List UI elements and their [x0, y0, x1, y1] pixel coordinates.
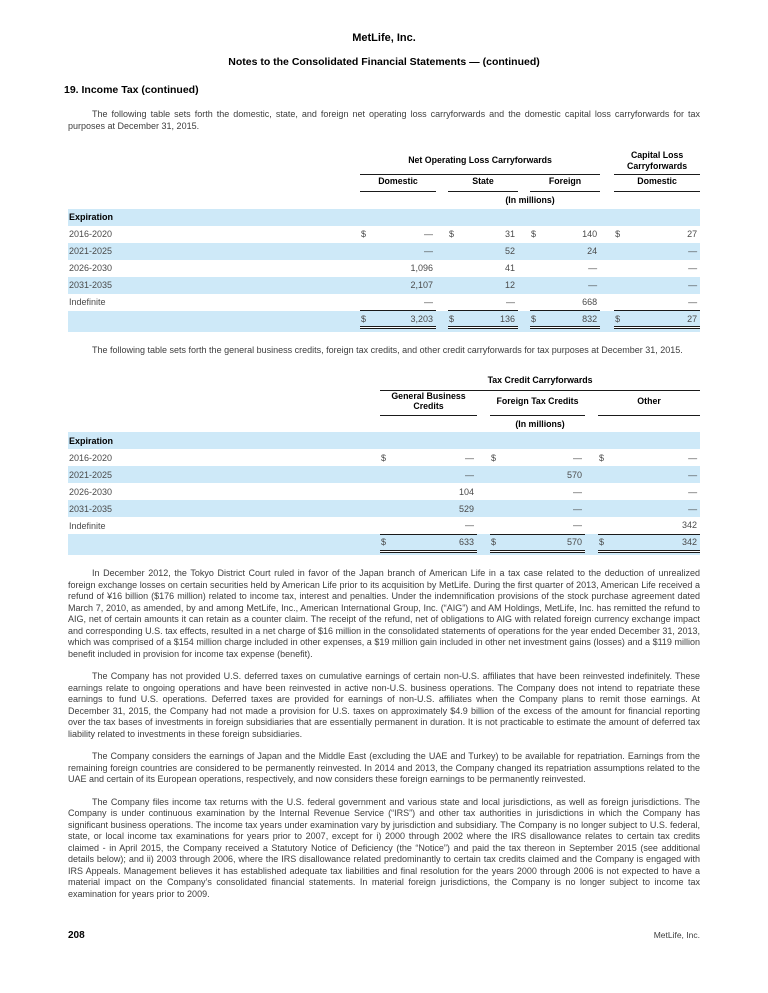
currency-symbol: [448, 294, 462, 311]
currency-symbol: $: [598, 534, 612, 551]
footer-company: MetLife, Inc.: [653, 930, 700, 940]
cell-value: 24: [587, 246, 598, 256]
cell-value: 140: [582, 229, 598, 239]
column-gap: [436, 226, 448, 243]
cell-value: —: [588, 263, 598, 273]
row-label: 2016-2020: [69, 452, 113, 463]
stub-header-row: [68, 432, 700, 449]
total-row: [68, 311, 700, 328]
currency-symbol: [360, 294, 374, 311]
currency-symbol: [380, 500, 394, 517]
stub-spacer: [68, 551, 380, 555]
total-row: [68, 534, 700, 551]
column-gap: [600, 175, 614, 192]
double-rule: [598, 551, 700, 555]
column-gap: [477, 483, 490, 500]
group-header-row: [68, 150, 700, 175]
group-header-capital-loss: Capital Loss Carryforwards: [614, 150, 700, 175]
cell-value: —: [424, 229, 433, 239]
column-gap: [600, 294, 614, 311]
currency-symbol: [380, 466, 394, 483]
currency-symbol: [530, 277, 544, 294]
total-row-stub: [68, 311, 360, 328]
stub-header: Expiration: [69, 212, 114, 222]
row-label: 2021-2025: [69, 246, 113, 256]
cell-value: —: [424, 246, 433, 256]
cell-value: 1,096: [410, 263, 433, 273]
currency-symbol: [598, 517, 612, 534]
column-gap: [436, 277, 448, 294]
table-row: [68, 466, 700, 483]
currency-symbol: [598, 483, 612, 500]
column-gap: [477, 466, 490, 483]
column-header: Other: [598, 390, 700, 415]
column-gap: [600, 260, 614, 277]
cell-value: 27: [687, 229, 698, 239]
cell-value: —: [688, 469, 698, 480]
double-rule: [490, 551, 585, 555]
cell-value: —: [424, 296, 433, 307]
currency-symbol: [448, 260, 462, 277]
column-header-row: [68, 390, 700, 415]
column-gap: [436, 294, 448, 311]
column-gap: [600, 226, 614, 243]
column-header: Domestic: [614, 175, 700, 192]
column-gap: [436, 243, 448, 260]
currency-symbol: [530, 243, 544, 260]
document-title: Notes to the Consolidated Financial Statements — (continued): [228, 56, 540, 68]
column-gap: [585, 534, 598, 551]
table-row: [68, 449, 700, 466]
total-value: 136: [462, 311, 518, 328]
currency-symbol: $: [491, 452, 497, 463]
currency-symbol: [360, 260, 374, 277]
cell-value: —: [688, 486, 698, 497]
intro-paragraph-1: The following table sets forth the domestic, state, and foreign net operating loss carryforwards and the domestic capital loss carryforwards for tax purposes at December 31, 2015.: [68, 109, 700, 131]
table-row: [68, 294, 700, 311]
total-value: 27: [628, 311, 700, 328]
currency-symbol: $: [490, 534, 504, 551]
column-gap: [436, 260, 448, 277]
cell-value: 529: [458, 503, 474, 514]
units-row: [68, 415, 700, 432]
column-gap: [585, 517, 598, 534]
stub-spacer: [68, 328, 360, 332]
currency-symbol: $: [531, 229, 537, 239]
double-rule-row: [68, 328, 700, 332]
column-gap: [518, 277, 530, 294]
table-row: [68, 517, 700, 534]
cell-value: —: [465, 469, 474, 480]
stub-spacer: [68, 415, 380, 432]
row-label: Indefinite: [69, 520, 106, 531]
table-row: [68, 226, 700, 243]
double-rule: [360, 328, 436, 332]
nol-carryforwards-table: [68, 150, 700, 332]
cell-value: 52: [504, 246, 515, 256]
row-label: 2031-2035: [69, 503, 113, 514]
cell-value: —: [688, 246, 698, 256]
cell-value: 41: [504, 263, 515, 273]
column-gap: [600, 277, 614, 294]
stub-spacer: [68, 150, 360, 175]
column-gap: [600, 150, 614, 175]
cell-value: 2,107: [410, 280, 433, 290]
tax-credit-carryforwards-table: [68, 373, 700, 555]
cell-value: —: [465, 520, 474, 531]
table-row: [68, 500, 700, 517]
currency-symbol: [530, 260, 544, 277]
currency-symbol: [360, 243, 374, 260]
currency-symbol: [448, 277, 462, 294]
column-gap: [436, 311, 448, 328]
column-gap: [585, 390, 598, 415]
column-gap: [518, 294, 530, 311]
currency-symbol: [530, 294, 544, 311]
currency-symbol: [614, 294, 628, 311]
units-label: (In millions): [515, 418, 565, 429]
group-header-row: [68, 373, 700, 390]
currency-symbol: $: [615, 229, 621, 239]
column-header: General Business Credits: [380, 390, 477, 415]
group-header-nol: Net Operating Loss Carryforwards: [360, 150, 600, 175]
double-rule: [530, 328, 600, 332]
column-gap: [585, 449, 598, 466]
column-gap: [585, 483, 598, 500]
currency-symbol: [614, 277, 628, 294]
currency-symbol: $: [380, 534, 394, 551]
stub-spacer: [68, 390, 380, 415]
stub-header-filler: [380, 432, 700, 449]
company-title: MetLife, Inc.: [352, 32, 416, 44]
total-value: 633: [394, 534, 477, 551]
currency-symbol: $: [360, 311, 374, 328]
total-value: 832: [544, 311, 600, 328]
currency-symbol: [490, 517, 504, 534]
currency-symbol: [598, 466, 612, 483]
cell-value: —: [465, 452, 474, 463]
cell-value: —: [506, 296, 515, 307]
total-row-stub: [68, 534, 380, 551]
cell-value: —: [688, 280, 698, 290]
double-rule: [448, 328, 518, 332]
currency-symbol: [614, 260, 628, 277]
row-label: 2016-2020: [69, 229, 113, 239]
row-label: 2021-2025: [69, 469, 113, 480]
column-gap: [585, 500, 598, 517]
table-row: [68, 277, 700, 294]
page-footer: [68, 930, 700, 941]
column-gap: [436, 175, 448, 192]
column-gap: [518, 226, 530, 243]
stub-spacer: [68, 192, 360, 209]
stub-header-row: [68, 209, 700, 226]
cell-value: —: [573, 503, 582, 514]
column-gap: [477, 449, 490, 466]
column-gap: [518, 175, 530, 192]
currency-symbol: [598, 500, 612, 517]
column-gap: [477, 551, 490, 555]
double-rule: [614, 328, 700, 332]
column-gap: [477, 500, 490, 517]
column-gap: [518, 260, 530, 277]
cell-value: —: [688, 452, 698, 463]
row-label: 2026-2030: [69, 486, 113, 497]
currency-symbol: [614, 243, 628, 260]
group-header-tax-credit: Tax Credit Carryforwards: [380, 373, 700, 390]
body-paragraph-3: The Company considers the earnings of Japan and the Middle East (excluding the UAE and Turkey) to be available for repatriation. Earnings from the remaining foreign countries are considered to be permanently reinvested. In 2014 and 2013, the Company changed its repatriation assumptions related to the UAE and certain of its European operations, respectively, and now considers these foreign earnings to be permanently reinvested.: [68, 751, 700, 784]
currency-symbol: [360, 277, 374, 294]
currency-symbol: [380, 483, 394, 500]
intro-paragraph-2: The following table sets forth the general business credits, foreign tax credits, and other credit carryforwards for tax purposes at December 31, 2015.: [92, 344, 683, 355]
column-gap: [477, 534, 490, 551]
currency-symbol: $: [381, 452, 387, 463]
cell-value: 104: [458, 486, 474, 497]
column-gap: [585, 466, 598, 483]
stub-header: Expiration: [69, 435, 114, 446]
cell-value: —: [588, 280, 598, 290]
currency-symbol: $: [361, 229, 367, 239]
total-value: 342: [612, 534, 700, 551]
table-row: [68, 243, 700, 260]
column-header-row: [68, 175, 700, 192]
column-gap: [518, 328, 530, 332]
column-gap: [477, 517, 490, 534]
row-label: Indefinite: [69, 297, 106, 307]
column-gap: [477, 390, 490, 415]
currency-symbol: [490, 466, 504, 483]
currency-symbol: $: [614, 311, 628, 328]
currency-symbol: $: [530, 311, 544, 328]
stub-spacer: [68, 175, 360, 192]
currency-symbol: $: [599, 452, 605, 463]
row-label: 2026-2030: [69, 263, 113, 273]
column-header: Foreign: [530, 175, 600, 192]
currency-symbol: $: [449, 229, 455, 239]
column-gap: [600, 311, 614, 328]
body-paragraph-4: The Company files income tax returns with the U.S. federal government and various state and local jurisdictions, as well as foreign jurisdictions. The Company is under continuous examination by the Internal Revenue Service (“IRS”) and other tax authorities in jurisdictions in which the Company has significant business operations. The income tax years under examination vary by jurisdiction and subsidiary. The Company is no longer subject to U.S. federal, state, or local income tax examinations for years prior to 2007, except for i) 2000 through 2002 where the IRS disallowance relates to certain tax credits claimed - in April 2015, the Company received a Statutory Notice of Deficiency (the “Notice”) and paid the tax thereon in September 2015 (see additional details below); and ii) 2003 through 2006, where the IRS disallowance related predominantly to certain tax credits claimed and the Company is engaged with IRS Appeals. Management believes it has established adequate tax liabilities and final resolution for the years 2000 through 2006 is not expected to have a material impact on the Company’s consolidated financial statements. In material foreign jurisdictions, the Company is no longer subject to income tax examination for years prior to 2009.: [68, 796, 700, 899]
column-gap: [585, 551, 598, 555]
column-gap: [600, 243, 614, 260]
column-header: Domestic: [360, 175, 436, 192]
column-gap: [518, 243, 530, 260]
table-row: [68, 260, 700, 277]
double-rule-row: [68, 551, 700, 555]
cell-value: —: [573, 452, 582, 463]
currency-symbol: [380, 517, 394, 534]
section-title: 19. Income Tax (continued): [64, 84, 199, 96]
column-header: State: [448, 175, 518, 192]
stub-spacer: [68, 373, 380, 390]
currency-symbol: [448, 243, 462, 260]
column-gap: [600, 328, 614, 332]
cell-value: —: [688, 296, 698, 307]
cell-value: —: [688, 263, 698, 273]
total-value: 3,203: [374, 311, 436, 328]
units-label: (In millions): [505, 195, 555, 206]
stub-header-filler: [360, 209, 700, 226]
row-label: 2031-2035: [69, 280, 113, 290]
cell-value: —: [573, 520, 582, 531]
cell-value: 342: [682, 520, 698, 531]
cell-value: —: [573, 486, 582, 497]
total-value: 570: [504, 534, 585, 551]
column-header: Foreign Tax Credits: [490, 390, 585, 415]
currency-symbol: [490, 483, 504, 500]
currency-symbol: [490, 500, 504, 517]
cell-value: 31: [504, 229, 515, 239]
cell-value: 668: [582, 296, 598, 307]
cell-value: 570: [566, 469, 582, 480]
page-number: 208: [68, 930, 85, 941]
table-row: [68, 483, 700, 500]
double-rule: [380, 551, 477, 555]
column-gap: [436, 328, 448, 332]
cell-value: 12: [504, 280, 515, 290]
body-paragraph-1: In December 2012, the Tokyo District Court ruled in favor of the Japan branch of American Life in a tax case related to the deduction of unrealized foreign exchange losses on certain securities held by American Life prior to its acquisition by MetLife. During the first quarter of 2013, American Life received a refund of ¥16 billion ($176 million) related to income tax, interest and penalties. Under the indemnification provisions of the stock purchase agreement dated March 7, 2010, as amended, by and among MetLife, Inc., American International Group, Inc. (“AIG”) and AM Holdings, MetLife, Inc. has remitted the refund to AIG, net of certain amounts it can retain as a counter claim. The receipt of the refund, net of obligations to AIG with related foreign currency exchange impact and corresponding U.S. tax effects, resulted in a net charge of $16 million in the consolidated statements of operations for the year ended December 31, 2013, which was comprised of a $154 million charge included in other expenses, a $19 million gain included in other net investment gains (losses) and a $119 million benefit included in provision for income tax expense (benefit).: [68, 568, 700, 659]
cell-value: —: [688, 503, 698, 514]
currency-symbol: $: [448, 311, 462, 328]
units-row: [68, 192, 700, 209]
column-gap: [518, 311, 530, 328]
body-paragraph-2: The Company has not provided U.S. deferred taxes on cumulative earnings of certain non-U.S. affiliates that have been reinvested indefinitely. These earnings relate to ongoing operations and have been reinvested in active non-U.S. business operations. The Company does not intend to repatriate these earnings to fund U.S. operations. Deferred taxes are provided for earnings of non-U.S. affiliates when the Company plans to remit those earnings. At December 31, 2015, the Company had not made a provision for U.S. taxes on approximately $4.9 billion of the excess of the amount for financial reporting over the tax bases of investments in foreign subsidiaries that are essentially permanent in duration. It is not practicable to estimate the amount of deferred tax liability related to investments in these foreign subsidiaries.: [68, 671, 700, 739]
